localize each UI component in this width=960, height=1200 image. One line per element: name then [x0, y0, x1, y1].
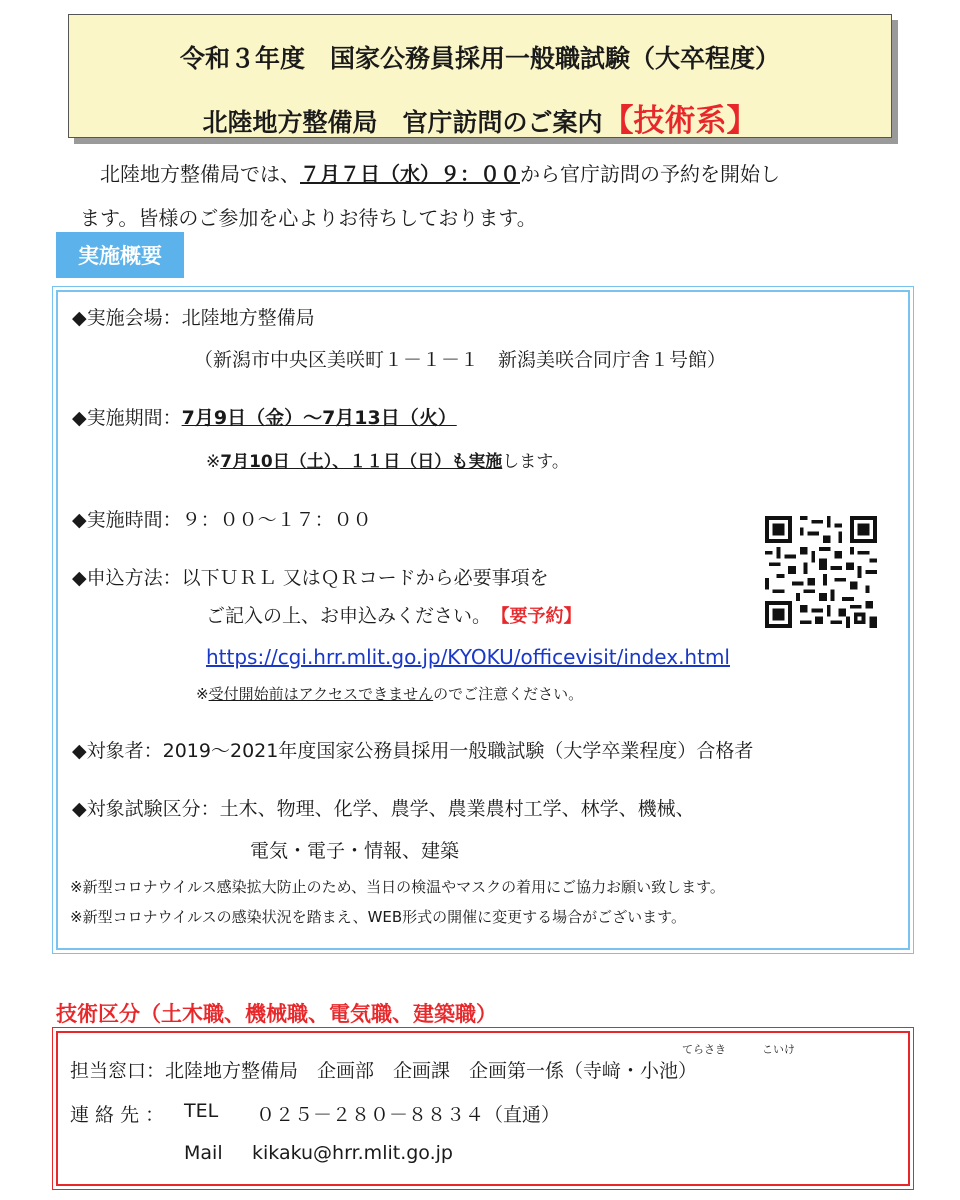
- apply-label: ◆申込方法：: [72, 567, 182, 589]
- category-label: ◆対象試験区分：: [72, 798, 220, 820]
- period-value: 7月9日（金）～7月13日（火）: [181, 407, 457, 429]
- category-row: [72, 794, 695, 821]
- tel-label: TEL: [184, 1100, 219, 1122]
- period-note-mark: ※: [206, 452, 221, 472]
- period-label: ◆実施期間：: [72, 407, 182, 429]
- ruby-terasaki: てらさき: [682, 1043, 726, 1056]
- period-note-bold: 7月10日（土）、１１日（日）も実施: [220, 452, 503, 472]
- category-line1: 土木、物理、化学、農学、農業農村工学、林学、機械、: [219, 798, 695, 820]
- apply-url-row: [206, 645, 730, 669]
- venue-value: 北陸地方整備局: [181, 307, 315, 329]
- apply-line1: 以下ＵＲＬ 又はＱＲコードから必要事項を: [181, 567, 549, 589]
- apply-reserve: 【要予約】: [500, 606, 582, 627]
- contact-label: 担当窓口：: [70, 1060, 166, 1082]
- target-label: ◆対象者：: [72, 740, 163, 762]
- qr-code-icon[interactable]: [765, 516, 877, 628]
- apply-url-link[interactable]: https://cgi.hrr.mlit.go.jp/KYOKU/officevisit/index.html: [206, 645, 730, 669]
- apply-note: [196, 683, 583, 704]
- phone-row: [70, 1100, 164, 1127]
- title-line-1: 令和３年度 国家公務員採用一般職試験（大卒程度）: [179, 44, 780, 73]
- target-value: 2019～2021年度国家公務員採用一般職試験（大学卒業程度）合格者: [162, 740, 754, 762]
- mail-value[interactable]: kikaku@hrr.mlit.go.jp: [252, 1142, 453, 1164]
- venue-address: （新潟市中央区美咲町１－１－１ 新潟美咲合同庁舎１号館）: [194, 349, 727, 371]
- intro-part2: から官庁訪問の予約を開始し: [520, 162, 780, 186]
- intro-date: ７月７日（水）９：００: [300, 162, 520, 186]
- title-line-2: [69, 95, 891, 140]
- period-note-rest: します。: [502, 452, 569, 472]
- mail-label: Mail: [184, 1142, 223, 1164]
- intro-part1: 北陸地方整備局では、: [100, 162, 300, 186]
- apply-line2-row: [206, 601, 582, 628]
- apply-row: [72, 563, 549, 590]
- apply-line2: ご記入の上、お申込みください。: [206, 605, 482, 627]
- tech-heading: 技術区分（土木職、機械職、電気職、建築職）: [56, 1002, 497, 1026]
- period-row: [72, 403, 457, 430]
- title-main: 北陸地方整備局 官庁訪問のご案内: [202, 108, 603, 137]
- covid-note-2: ※新型コロナウイルスの感染状況を踏まえ、WEB形式の開催に変更する場合がございます。: [70, 908, 686, 926]
- time-label: ◆実施時間：: [72, 509, 182, 531]
- target-row: [72, 736, 753, 763]
- contact-row: [70, 1056, 697, 1083]
- intro-paragraph: [80, 152, 890, 240]
- period-note: [206, 447, 569, 472]
- category-line2: 電気・電子・情報、建築: [250, 840, 460, 862]
- overview-heading: 実施概要: [56, 232, 184, 278]
- title-banner: [68, 14, 892, 138]
- apply-note-rest: のでご注意ください。: [433, 685, 584, 703]
- ruby-koike: こいけ: [762, 1043, 795, 1056]
- time-row: [72, 505, 372, 532]
- venue-label: ◆実施会場：: [72, 307, 182, 329]
- phone-label: 連 絡 先 ：: [70, 1104, 165, 1126]
- apply-note-underlined: 受付開始前はアクセスできません: [208, 685, 434, 703]
- tel-value: ０２５－２８０－８８３４（直通）: [256, 1104, 561, 1126]
- covid-note-1: ※新型コロナウイルス感染拡大防止のため、当日の検温やマスクの着用にご協力お願い致します。: [70, 878, 725, 896]
- contact-value: 北陸地方整備局 企画部 企画課 企画第一係（寺﨑・小池）: [165, 1060, 698, 1082]
- intro-line2: ます。皆様のご参加を心よりお待ちしております。: [80, 206, 537, 230]
- venue-row: [72, 303, 315, 330]
- apply-note-mark: ※: [196, 685, 209, 703]
- title-accent: 【技術系】: [602, 103, 758, 139]
- time-value: ９：００～１７：００: [181, 509, 372, 531]
